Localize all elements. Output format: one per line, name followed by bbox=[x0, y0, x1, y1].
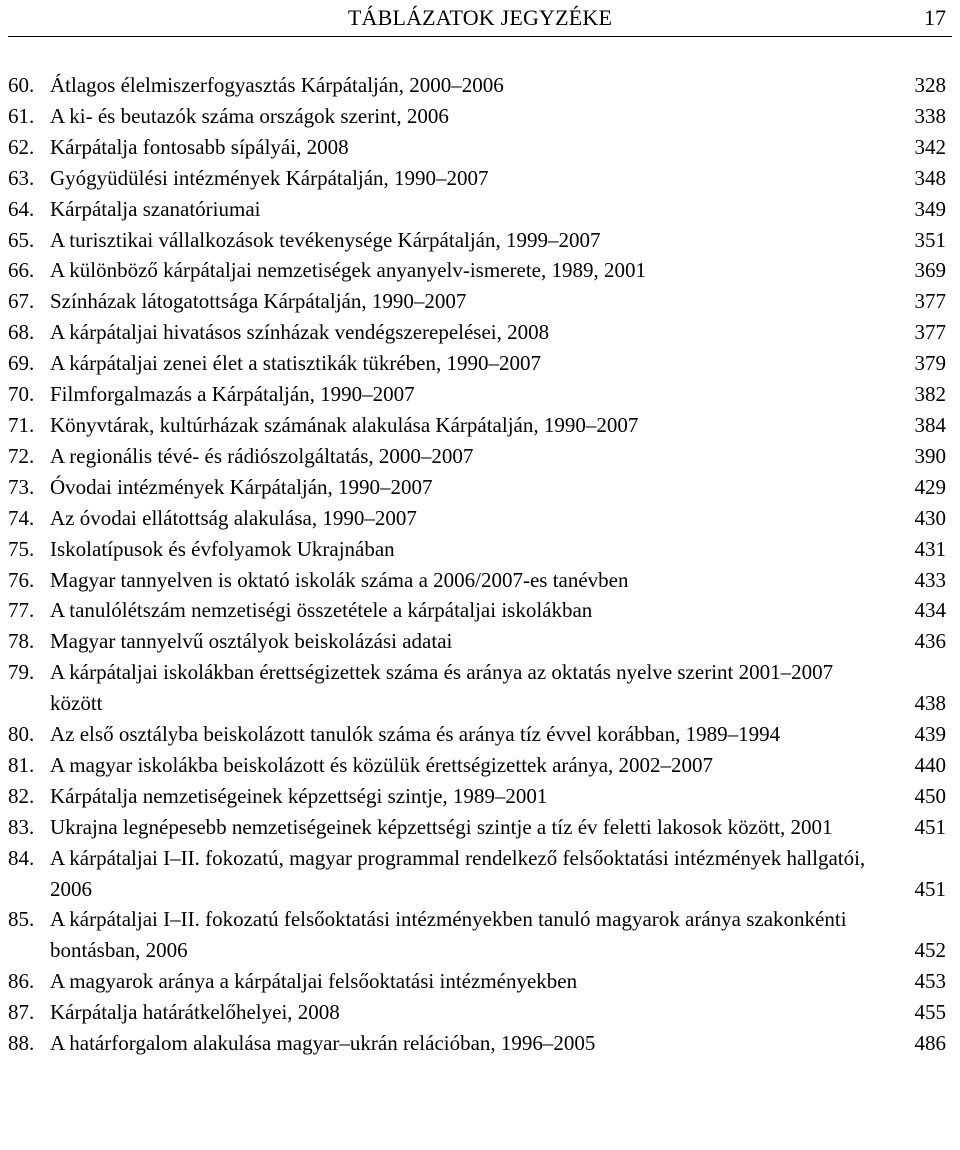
entry-title: A magyarok aránya a kárpátaljai felsőoktatási intézményekben bbox=[50, 969, 578, 994]
entry-number: 62. bbox=[8, 134, 35, 159]
entry-page-number: 455 bbox=[914, 1000, 946, 1025]
list-item bbox=[8, 626, 952, 657]
list-item bbox=[8, 781, 952, 812]
entry-page-number: 429 bbox=[914, 474, 946, 499]
entry-number: 60. bbox=[8, 73, 35, 97]
entry-number: 72. bbox=[8, 443, 35, 468]
list-item bbox=[8, 70, 952, 101]
entry-title: Magyar tannyelven is oktató iskolák száma a 2006/2007-es tanévben bbox=[50, 567, 629, 592]
entry-number: 68. bbox=[8, 320, 35, 345]
entry-page-number: 451 bbox=[914, 876, 946, 901]
page-header bbox=[8, 4, 952, 37]
entry-page-number: 382 bbox=[914, 382, 946, 407]
entry-title: Színházak látogatottsága Kárpátalján, 1990–2007 bbox=[50, 289, 467, 314]
entry-number: 70. bbox=[8, 382, 35, 407]
entry-page-number: 438 bbox=[914, 691, 946, 716]
entry-title: Ukrajna legnépesebb nemzetiségeinek képzettségi szintje a tíz év feletti lakosok között, 2001 bbox=[50, 814, 833, 839]
entry-number: 88. bbox=[8, 1031, 35, 1056]
entry-title: Könyvtárak, kultúrházak számának alakulása Kárpátalján, 1990–2007 bbox=[50, 412, 639, 437]
entry-title: A kárpátaljai zenei élet a statisztikák tükrében, 1990–2007 bbox=[50, 351, 541, 376]
entry-page-number: 439 bbox=[914, 722, 946, 747]
entry-page-number: 377 bbox=[914, 320, 946, 345]
list-item bbox=[8, 534, 952, 565]
entry-number: 87. bbox=[8, 1000, 35, 1025]
entry-page-number: 430 bbox=[914, 505, 946, 530]
entry-title: Óvodai intézmények Kárpátalján, 1990–2007 bbox=[50, 474, 433, 499]
table-of-tables-list bbox=[8, 70, 952, 1059]
entry-title: A kárpátaljai I–II. fokozatú, magyar programmal rendelkező felsőoktatási intézmények hallgatói, 2006 bbox=[50, 845, 866, 901]
entry-title: A különböző kárpátaljai nemzetiségek anyanyelv-ismerete, 1989, 2001 bbox=[50, 258, 646, 283]
entry-page-number: 328 bbox=[914, 73, 946, 97]
entry-page-number: 450 bbox=[914, 783, 946, 808]
entry-number: 63. bbox=[8, 165, 35, 190]
entry-number: 82. bbox=[8, 783, 35, 808]
entry-page-number: 338 bbox=[914, 103, 946, 128]
list-item bbox=[8, 101, 952, 132]
list-item bbox=[8, 379, 952, 410]
entry-page-number: 351 bbox=[914, 227, 946, 252]
entry-page-number: 451 bbox=[914, 814, 946, 839]
list-item bbox=[8, 317, 952, 348]
entry-number: 64. bbox=[8, 196, 35, 221]
entry-page-number: 440 bbox=[914, 752, 946, 777]
entry-number: 85. bbox=[8, 907, 35, 932]
list-item bbox=[8, 966, 952, 997]
entry-title: A ki- és beutazók száma országok szerint, 2006 bbox=[50, 103, 449, 128]
entry-title: A turisztikai vállalkozások tevékenysége Kárpátalján, 1999–2007 bbox=[50, 227, 601, 252]
list-item bbox=[8, 657, 952, 719]
list-item bbox=[8, 997, 952, 1028]
entry-title: A regionális tévé- és rádiószolgáltatás, 2000–2007 bbox=[50, 443, 474, 468]
list-item bbox=[8, 595, 952, 626]
entry-title: Kárpátalja nemzetiségeinek képzettségi szintje, 1989–2001 bbox=[50, 783, 548, 808]
entry-title: Kárpátalja határátkelőhelyei, 2008 bbox=[50, 1000, 340, 1025]
list-item bbox=[8, 132, 952, 163]
page-number: 17 bbox=[924, 5, 946, 30]
entry-title: Átlagos élelmiszerfogyasztás Kárpátalján, 2000–2006 bbox=[50, 73, 504, 97]
list-item bbox=[8, 719, 952, 750]
entry-page-number: 453 bbox=[914, 969, 946, 994]
entry-number: 75. bbox=[8, 536, 35, 561]
entry-title: A kárpátaljai hivatásos színházak vendégszerepelései, 2008 bbox=[50, 320, 550, 345]
list-item bbox=[8, 904, 952, 966]
entry-title: Az első osztályba beiskolázott tanulók száma és aránya tíz évvel korábban, 1989–1994 bbox=[50, 722, 781, 747]
list-item bbox=[8, 410, 952, 441]
entry-page-number: 379 bbox=[914, 351, 946, 376]
entry-number: 83. bbox=[8, 814, 35, 839]
entry-number: 78. bbox=[8, 629, 35, 654]
list-item bbox=[8, 255, 952, 286]
list-item bbox=[8, 503, 952, 534]
entry-page-number: 434 bbox=[914, 598, 946, 623]
entry-page-number: 390 bbox=[914, 443, 946, 468]
entry-page-number: 348 bbox=[914, 165, 946, 190]
entry-title: Az óvodai ellátottság alakulása, 1990–2007 bbox=[50, 505, 417, 530]
entry-title: Filmforgalmazás a Kárpátalján, 1990–2007 bbox=[50, 382, 415, 407]
entry-number: 66. bbox=[8, 258, 35, 283]
list-item bbox=[8, 286, 952, 317]
entry-title: Kárpátalja fontosabb sípályái, 2008 bbox=[50, 134, 349, 159]
list-item bbox=[8, 472, 952, 503]
entry-number: 79. bbox=[8, 660, 35, 685]
entry-number: 67. bbox=[8, 289, 35, 314]
entry-number: 73. bbox=[8, 474, 35, 499]
entry-page-number: 342 bbox=[914, 134, 946, 159]
entry-number: 69. bbox=[8, 351, 35, 376]
entry-page-number: 349 bbox=[914, 196, 946, 221]
entry-title: Magyar tannyelvű osztályok beiskolázási adatai bbox=[50, 629, 453, 654]
entry-number: 71. bbox=[8, 412, 35, 437]
list-item bbox=[8, 812, 952, 843]
entry-title: A magyar iskolákba beiskolázott és közülük érettségizettek aránya, 2002–2007 bbox=[50, 752, 714, 777]
entry-title: Gyógyüdülési intézmények Kárpátalján, 1990–2007 bbox=[50, 165, 489, 190]
section-title: TÁBLÁZATOK JEGYZÉKE bbox=[347, 5, 613, 30]
list-item bbox=[8, 565, 952, 596]
entry-title: A tanulólétszám nemzetiségi összetétele a kárpátaljai iskolákban bbox=[50, 598, 593, 623]
entry-page-number: 436 bbox=[914, 629, 946, 654]
list-item bbox=[8, 441, 952, 472]
entry-number: 80. bbox=[8, 722, 35, 747]
entry-number: 74. bbox=[8, 505, 35, 530]
entry-number: 76. bbox=[8, 567, 35, 592]
list-item bbox=[8, 163, 952, 194]
entry-number: 86. bbox=[8, 969, 35, 994]
list-item bbox=[8, 194, 952, 225]
list-item bbox=[8, 348, 952, 379]
entry-page-number: 433 bbox=[914, 567, 946, 592]
entry-number: 77. bbox=[8, 598, 35, 623]
entry-page-number: 452 bbox=[914, 938, 946, 963]
entry-title: Iskolatípusok és évfolyamok Ukrajnában bbox=[50, 536, 395, 561]
entry-title: A kárpátaljai I–II. fokozatú felsőoktatási intézményekben tanuló magyarok aránya szakonkénti bontásban, 2006 bbox=[50, 907, 847, 963]
entry-page-number: 486 bbox=[914, 1031, 946, 1056]
entry-number: 61. bbox=[8, 103, 35, 128]
list-item bbox=[8, 750, 952, 781]
entry-number: 84. bbox=[8, 845, 35, 870]
list-item bbox=[8, 225, 952, 256]
entry-page-number: 431 bbox=[914, 536, 946, 561]
list-item bbox=[8, 843, 952, 905]
entry-page-number: 377 bbox=[914, 289, 946, 314]
entry-title: A határforgalom alakulása magyar–ukrán relációban, 1996–2005 bbox=[50, 1031, 596, 1056]
entry-page-number: 369 bbox=[914, 258, 946, 283]
entry-number: 65. bbox=[8, 227, 35, 252]
entry-number: 81. bbox=[8, 752, 35, 777]
entry-title: Kárpátalja szanatóriumai bbox=[50, 196, 261, 221]
entry-page-number: 384 bbox=[914, 412, 946, 437]
list-item bbox=[8, 1028, 952, 1059]
entry-title: A kárpátaljai iskolákban érettségizettek száma és aránya az oktatás nyelve szerint 2001–2007 között bbox=[50, 660, 834, 716]
